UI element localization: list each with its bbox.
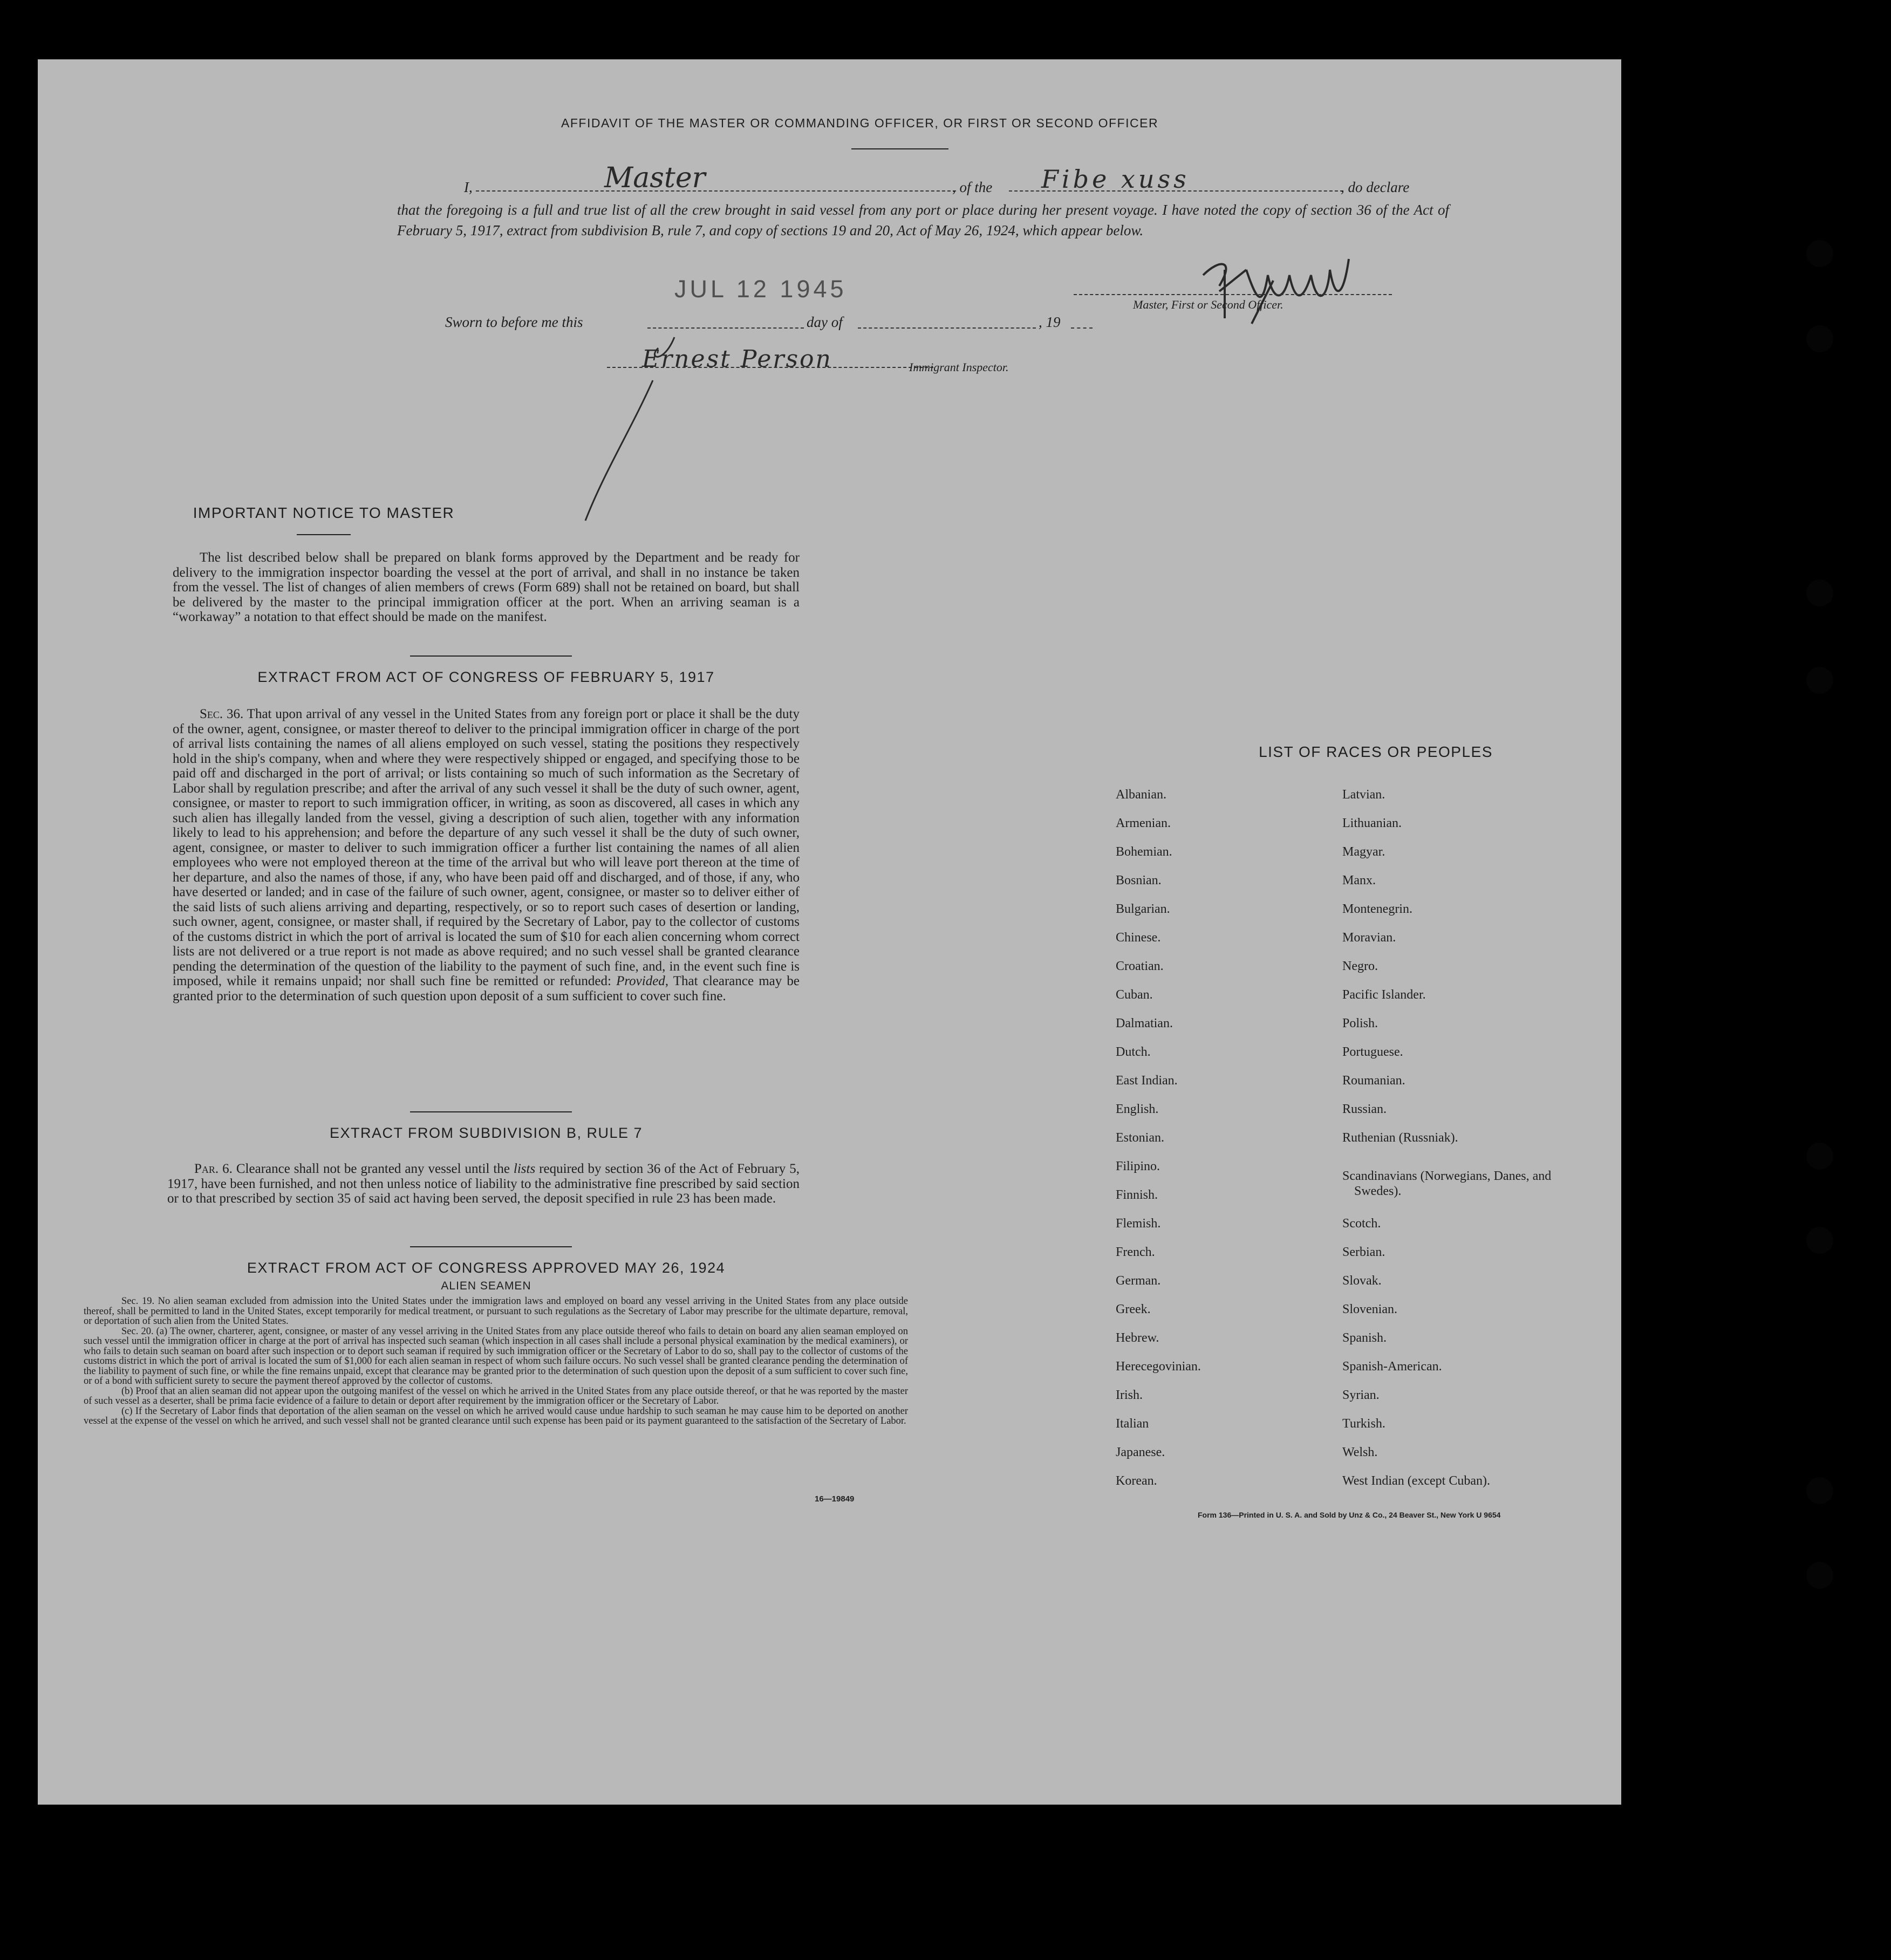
race-left: East Indian. xyxy=(1116,1074,1178,1088)
extract-1917-body xyxy=(173,707,800,1003)
race-left: Croatian. xyxy=(1116,959,1164,973)
race-right: Spanish-American. xyxy=(1342,1360,1442,1374)
race-left: Italian xyxy=(1116,1417,1149,1431)
extract-rule7-body xyxy=(167,1162,800,1206)
race-right: Scotch. xyxy=(1342,1217,1381,1231)
race-left: Dutch. xyxy=(1116,1045,1151,1059)
race-right: Turkish. xyxy=(1342,1417,1385,1431)
race-left: German. xyxy=(1116,1274,1161,1288)
sec19-text: Sec. 19. No alien seaman excluded from admission into the United States under the immigration laws and employed on board any vessel arriving in the United States from any place outside thereof, shall be permitted to land in the United States, except temporarily for medical treatment, or pursuant to such regulations as the Secretary of Labor may prescribe for the ultimate departure, removal, or deportation of such alien from the United States. xyxy=(84,1296,908,1327)
race-left: Dalmatian. xyxy=(1116,1016,1173,1030)
punch-hole xyxy=(1806,1477,1833,1504)
extract-rule7-title: EXTRACT FROM SUBDIVISION B, RULE 7 xyxy=(329,1125,643,1141)
race-right: Slovak. xyxy=(1342,1274,1382,1288)
divider xyxy=(410,1111,572,1112)
vessel-name-handwritten: Fibe xuss xyxy=(1041,165,1190,194)
inspector-signature-flourish xyxy=(583,332,691,526)
punch-hole xyxy=(1806,1143,1833,1170)
notice-title: IMPORTANT NOTICE TO MASTER xyxy=(193,504,455,521)
race-left: Japanese. xyxy=(1116,1445,1165,1459)
punch-hole xyxy=(1806,1227,1833,1254)
form-footer: Form 136—Printed in U. S. A. and Sold by Unz & Co., 24 Beaver St., New York U 9654 xyxy=(1198,1511,1501,1519)
sworn-year-blank xyxy=(1071,327,1093,329)
race-right: Pacific Islander. xyxy=(1342,988,1426,1002)
sec20c-text: (c) If the Secretary of Labor finds that deportation of the alien seaman on the vessel on which he arrived would cause undue hardship to such seaman he may cause him to be deported on another vessel at the expense of the vessel on which he arrived, and such vessel shall not be granted clearance until such expense has been paid or its payment guaranteed to the satisfaction of the Secretary of Labor. xyxy=(84,1405,908,1426)
extract-1924-body xyxy=(84,1296,908,1426)
race-right: Lithuanian. xyxy=(1342,816,1402,830)
race-left: Irish. xyxy=(1116,1388,1143,1402)
provided-word: Provided, xyxy=(616,974,669,988)
races-title: LIST OF RACES OR PEOPLES xyxy=(1259,743,1493,760)
inspector-caption: Immigrant Inspector. xyxy=(909,360,1009,374)
signature-caption: Master, First or Second Officer. xyxy=(1133,298,1284,311)
affidavit-line-i: I, xyxy=(464,179,473,195)
punch-hole xyxy=(1806,667,1833,694)
lists-word: lists xyxy=(513,1162,536,1176)
race-left: Chinese. xyxy=(1116,931,1161,945)
race-left: Bulgarian. xyxy=(1116,902,1170,916)
race-right: Serbian. xyxy=(1342,1245,1385,1259)
notice-body: The list described below shall be prepared on blank forms approved by the Department and be ready for delivery to the immigration inspector boarding the vessel at the port of arrival, and shall in no instance be taken from the vessel. The list of changes of alien members of crews (Form 689) shall not be retained on board, but shall be delivered by the master to the principal immigration officer at the port. When an arriving seaman is a “workaway” a notation to that effect should be made on the manifest. xyxy=(173,550,800,624)
race-right: Polish. xyxy=(1342,1016,1378,1030)
punch-hole xyxy=(1806,579,1833,606)
race-right: Manx. xyxy=(1342,873,1376,887)
print-code: 16—19849 xyxy=(815,1494,855,1504)
race-left: Herecegovinian. xyxy=(1116,1360,1201,1374)
race-right: Latvian. xyxy=(1342,788,1385,802)
race-right: Montenegrin. xyxy=(1342,902,1412,916)
punch-hole xyxy=(1806,1562,1833,1589)
race-right: West Indian (except Cuban). xyxy=(1342,1474,1490,1488)
race-left: Armenian. xyxy=(1116,816,1171,830)
day-of-label: day of xyxy=(807,314,843,330)
race-right: Roumanian. xyxy=(1342,1074,1405,1088)
race-right: Welsh. xyxy=(1342,1445,1378,1459)
race-left: Greek. xyxy=(1116,1302,1151,1316)
race-left: French. xyxy=(1116,1245,1155,1259)
signature-blank xyxy=(1074,294,1392,295)
section-text: That upon arrival of any vessel in the United States from any foreign port or place it shall be the duty of the owner, agent, consignee, or master thereof to deliver to the principal immigration officer in charge of the port of arrival lists containing the names of all aliens employed on such vessel, stating the positions they respectively hold in the ship's company, when and where they were respectively shipped or engaged, and specifying those to be paid off and discharged in the port of arrival; or lists containing so much of such information as the Secretary of Labor shall by regulation prescribe; and after the arrival of any such vessel it shall be the duty of such owner, agent, consignee, or master to report to such immigration officer, in writing, as soon as discovered, all cases in which any such alien has illegally landed from the vessel, giving a description of such alien, together with any information likely to lead to his apprehension; and before the departure of any such vessel it shall be the duty of such owner, agent, consignee, or master to deliver to such immigration officer a further list containing the names of all alien employees who were not employed thereon at the time of the arrival but who will leave port thereon at the time of her departure, and also the names of those, if any, who have been paid off and discharged, and of those, if any, who have deserted or landed; and in case of the failure of such owner, agent, consignee, or master so to deliver either of the said lists of such aliens arriving and departing, respectively, or so to report such cases of desertion or landing, such owner, agent, consignee, or master shall, if required by the Secretary of Labor, pay to the collector of customs of the customs district in which the port of arrival is located the sum of $10 for each alien concerning whom correct lists are not delivered or a true report is not made as above required; and no such vessel shall be granted clearance pending the determination of the question of the liability to the payment of such fine, and, in the event such fine is imposed, while it remains unpaid; nor shall such fine be remitted or refunded: xyxy=(173,707,800,988)
section-label: Sec. 36. xyxy=(200,707,244,721)
extract-1924-subtitle: ALIEN SEAMEN xyxy=(441,1280,531,1292)
date-stamp: JUL 12 1945 xyxy=(674,275,847,303)
sec20b-text: (b) Proof that an alien seaman did not appear upon the outgoing manifest of the vessel on which he arrived in the United States from any place outside thereof, or that he was reported by the master of such vessel as a deserter, shall be prima facie evidence of a failure to detain or deport after requirement by the immigration officer or the Secretary of Labor. xyxy=(84,1385,908,1406)
extract-1924-title: EXTRACT FROM ACT OF CONGRESS APPROVED MAY 26, 1924 xyxy=(247,1260,726,1276)
race-right: Portuguese. xyxy=(1342,1045,1403,1059)
year-label: , 19 xyxy=(1039,314,1061,330)
do-declare-label: , do declare xyxy=(1341,179,1410,195)
race-right: Moravian. xyxy=(1342,931,1396,945)
master-name-handwritten: Master xyxy=(604,162,706,194)
divider xyxy=(297,534,351,535)
race-right: Spanish. xyxy=(1342,1331,1387,1345)
sworn-month-blank xyxy=(858,327,1036,329)
race-right: Russian. xyxy=(1342,1102,1387,1116)
affidavit-title: AFFIDAVIT OF THE MASTER OR COMMANDING OFFICER, OR FIRST OR SECOND OFFICER xyxy=(561,116,1159,130)
extract-1917-title: EXTRACT FROM ACT OF CONGRESS OF FEBRUARY 5, 1917 xyxy=(257,669,715,685)
paragraph-text-b: required by section 36 of the Act of February 5, 1917, have been furnished, and not then unless notice of liability to the administrative fine prescribed by said section or to that prescribed by section 35 of said act having been served, the deposit specified in rule 23 has been made. xyxy=(167,1162,800,1206)
race-right: Scandinavians (Norwegians, Danes, and Swedes). xyxy=(1342,1169,1552,1198)
race-left: Finnish. xyxy=(1116,1188,1158,1202)
paragraph-label: Par. 6. xyxy=(194,1162,233,1176)
of-the-label: , of the xyxy=(952,179,993,195)
master-signature xyxy=(1187,237,1435,334)
punch-hole xyxy=(1806,325,1833,352)
race-right: Slovenian. xyxy=(1342,1302,1397,1316)
affidavit-body: that the foregoing is a full and true list of all the crew brought in said vessel from any port or place during her present voyage. I have noted the copy of section 36 of the Act of February 5, 1917, extract from subdivision B, rule 7, and copy of sections 19 and 20, Act of May 26, 1924, which appear below. xyxy=(397,202,1449,238)
paragraph-text-a: Clearance shall not be granted any vessel until the xyxy=(236,1162,510,1176)
divider xyxy=(851,148,948,149)
race-left: Cuban. xyxy=(1116,988,1153,1002)
divider xyxy=(410,1246,572,1247)
race-left: Estonian. xyxy=(1116,1131,1164,1145)
punch-hole xyxy=(1806,240,1833,267)
race-left: English. xyxy=(1116,1102,1159,1116)
race-left: Filipino. xyxy=(1116,1159,1160,1173)
section-text-end: That clearance may be granted prior to the determination of such question upon deposit of a sum sufficient to cover such fine. xyxy=(173,974,800,1003)
race-left: Korean. xyxy=(1116,1474,1157,1488)
divider xyxy=(410,655,572,657)
sec20a-text: Sec. 20. (a) The owner, charterer, agent, consignee, or master of any vessel arriving in the United States from any place outside thereof who fails to detain on board any alien seaman employed on such vessel until the immigration officer in charge at the port of arrival has inspected such seaman (which inspection in all cases shall include a personal physical examination by the medical examiners), or who fails to detain such seaman on board after such inspection or to deport such seaman if required by such immigration officer or the Secretary of Labor to do so, shall pay to the collector of customs of the customs district in which the port of arrival is located the sum of $1,000 for each alien seaman in respect of whom such failure occurs. No such vessel shall be granted clearance pending the determination of the liability to payment of such fine, or while the fine remains unpaid, except that clearance may be granted prior to the determination of such question upon the deposit of a sum sufficient to cover such fine, or of a bond with sufficient surety to secure the payment thereof approved by the collector of customs. xyxy=(84,1326,908,1387)
name-blank xyxy=(476,190,956,192)
inspector-signature: Ernest Person xyxy=(642,345,832,373)
sworn-label: Sworn to before me this xyxy=(445,314,583,330)
race-right: Negro. xyxy=(1342,959,1378,973)
race-left: Bohemian. xyxy=(1116,845,1172,859)
sworn-day-blank xyxy=(647,327,804,329)
race-left: Albanian. xyxy=(1116,788,1166,802)
race-right: Magyar. xyxy=(1342,845,1385,859)
document-page xyxy=(38,59,1621,1805)
race-left: Bosnian. xyxy=(1116,873,1162,887)
race-right: Ruthenian (Russniak). xyxy=(1342,1131,1458,1145)
race-left: Hebrew. xyxy=(1116,1331,1159,1345)
race-right: Syrian. xyxy=(1342,1388,1380,1402)
race-left: Flemish. xyxy=(1116,1217,1161,1231)
